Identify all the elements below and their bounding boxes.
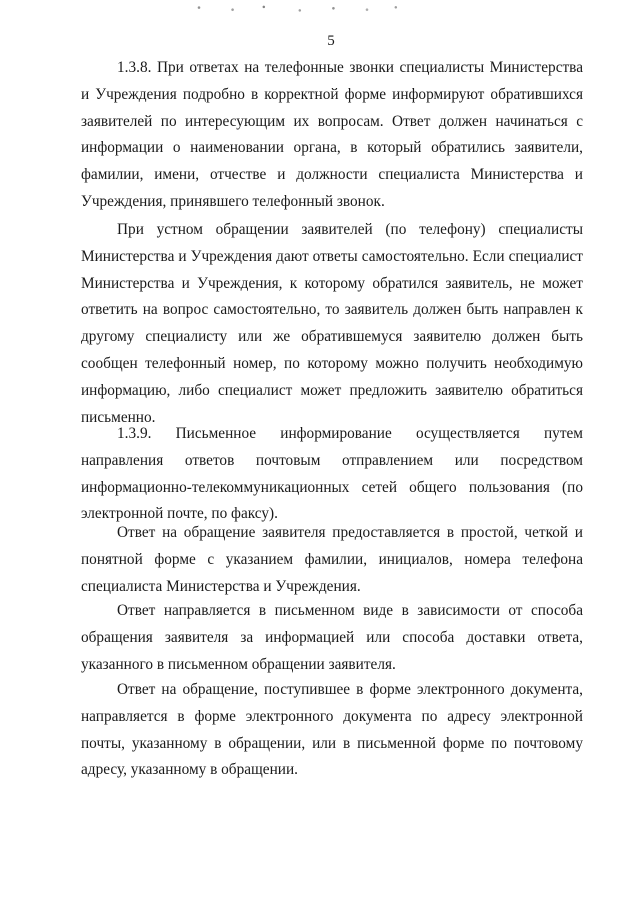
paragraph-oral-inquiry: При устном обращении заявителей (по телефону) специалисты Министерства и Учреждения дают ответы самостоятельно. Если специалист Министерства и Учреждения, к которому обратился заявитель, не может ответить на вопрос самостоятельно, то заявитель должен быть направлен к другому специалисту или же обратившемуся заявителю должен быть сообщен телефонный номер, по которому можно получить необходимую информацию, либо специалист может предложить заявителю обратиться письменно. — [81, 221, 583, 426]
paragraph-1-3-8: 1.3.8. При ответах на телефонные звонки специалисты Министерства и Учреждения подробно в корректной форме информируют обратившихся заявителей по интересующим их вопросам. Ответ должен начинаться с информации о наименовании органа, в который обратились заявители, фамилии, имени, отчестве и должности специалиста Министерства и Учреждения, принявшего телефонный звонок. — [81, 59, 583, 210]
paragraph-response-form: Ответ на обращение заявителя предоставляется в простой, четкой и понятной форме с указанием фамилии, инициалов, номера телефона специалиста Министерства и Учреждения. — [81, 524, 583, 595]
page-number: 5 — [327, 33, 335, 49]
paragraph-response-written: Ответ направляется в письменном виде в зависимости от способа обращения заявителя за информацией или способа доставки ответа, указанного в письменном обращении заявителя. — [81, 602, 583, 673]
paragraph-electronic-response: Ответ на обращение, поступившее в форме электронного документа, направляется в форме электронного документа по адресу электронной почты, указанному в обращении, или в письменной форме по почтовому адресу, указанному в обращении. — [81, 681, 583, 779]
paragraph-1-3-9: 1.3.9. Письменное информирование осуществляется путем направления ответов почтовым отправлением или посредством информационно-телекоммуникационных сетей общего пользования (по электронной почте, по факсу). — [81, 425, 583, 523]
scan-artifact — [175, 2, 415, 16]
